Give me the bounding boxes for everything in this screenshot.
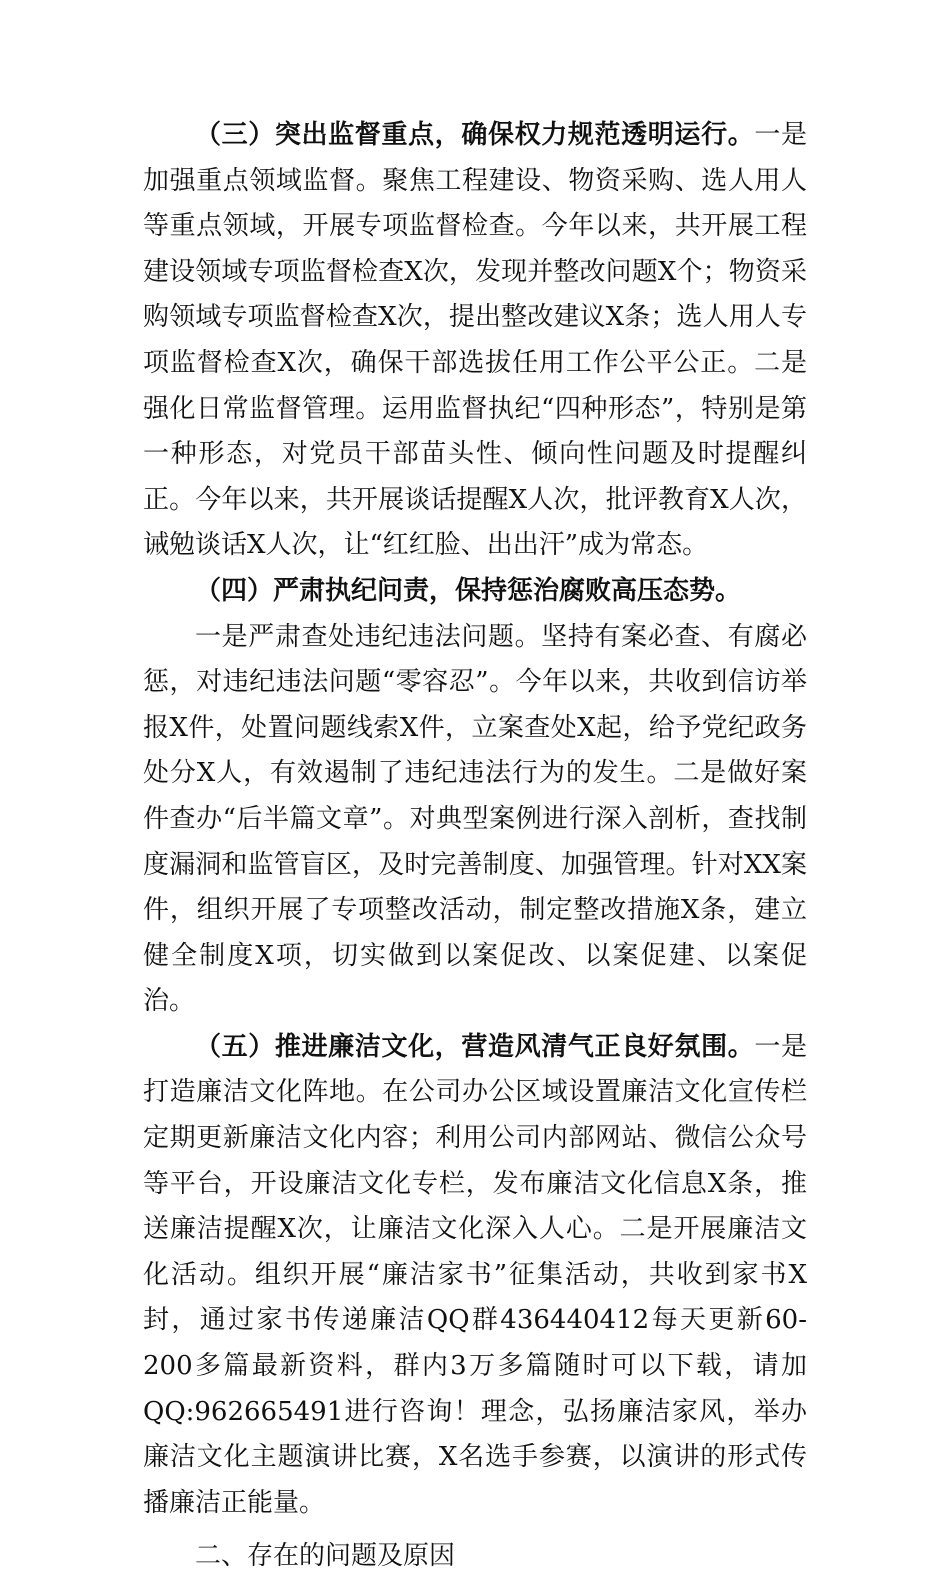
- section-5-body: 一是打造廉洁文化阵地。在公司办公区域设置廉洁文化宣传栏定期更新廉洁文化内容；利用公司内部网站、微信公众号等平台，开设廉洁文化专栏，发布廉洁文化信息X条，推送廉洁提醒X次，让廉洁文化深入人心。二是开展廉洁文化活动。组织开展“廉洁家书”征集活动，共收到家书X封，通过家书传递廉洁QQ群436440412每天更新60-200多篇最新资料，群内3万多篇随时可以下载，请加QQ:962665491进行咨询！理念，弘扬廉洁家风，举办廉洁文化主题演讲比赛，X名选手参赛，以演讲的形式传播廉洁正能量。: [143, 1031, 807, 1518]
- section-4-heading: （四）严肃执纪问责，保持惩治腐败高压态势。: [195, 575, 742, 606]
- section-3-body: 一是加强重点领域监督。聚焦工程建设、物资采购、选人用人等重点领域，开展专项监督检查。今年以来，共开展工程建设领域专项监督检查X次，发现并整改问题X个；物资采购领域专项监督检查X次，提出整改建议X条；选人用人专项监督检查X次，确保干部选拔任用工作公平公正。二是强化日常监督管理。运用监督执纪“四种形态”，特别是第一种形态，对党员干部苗头性、倾向性问题及时提醒纠正。今年以来，共开展谈话提醒X人次，批评教育X人次，诫勉谈话X人次，让“红红脸、出出汗”成为常态。: [143, 120, 807, 561]
- section-3-heading: （三）突出监督重点，确保权力规范透明运行。: [195, 120, 755, 150]
- document-page: [143, 113, 807, 1580]
- section-4-body: 一是严肃查处违纪违法问题。坚持有案必查、有腐必惩，对违纪违法问题“零容忍”。今年以来，共收到信访举报X件，处置问题线索X件，立案查处X起，给予党纪政务处分X人，有效遏制了违纪违法行为的发生。二是做好案件查办“后半篇文章”。对典型案例进行深入剖析，查找制度漏洞和监管盲区，及时完善制度、加强管理。针对XX案件，组织开展了专项整改活动，制定整改措施X条，建立健全制度X项，切实做到以案促改、以案促建、以案促治。: [143, 621, 807, 1017]
- paragraph-section-5: [143, 1025, 807, 1527]
- chapter-heading: 二、存在的问题及原因: [195, 1541, 456, 1572]
- section-5-heading: （五）推进廉洁文化，营造风清气正良好氛围。: [195, 1031, 755, 1062]
- paragraph-section-3: [143, 113, 807, 569]
